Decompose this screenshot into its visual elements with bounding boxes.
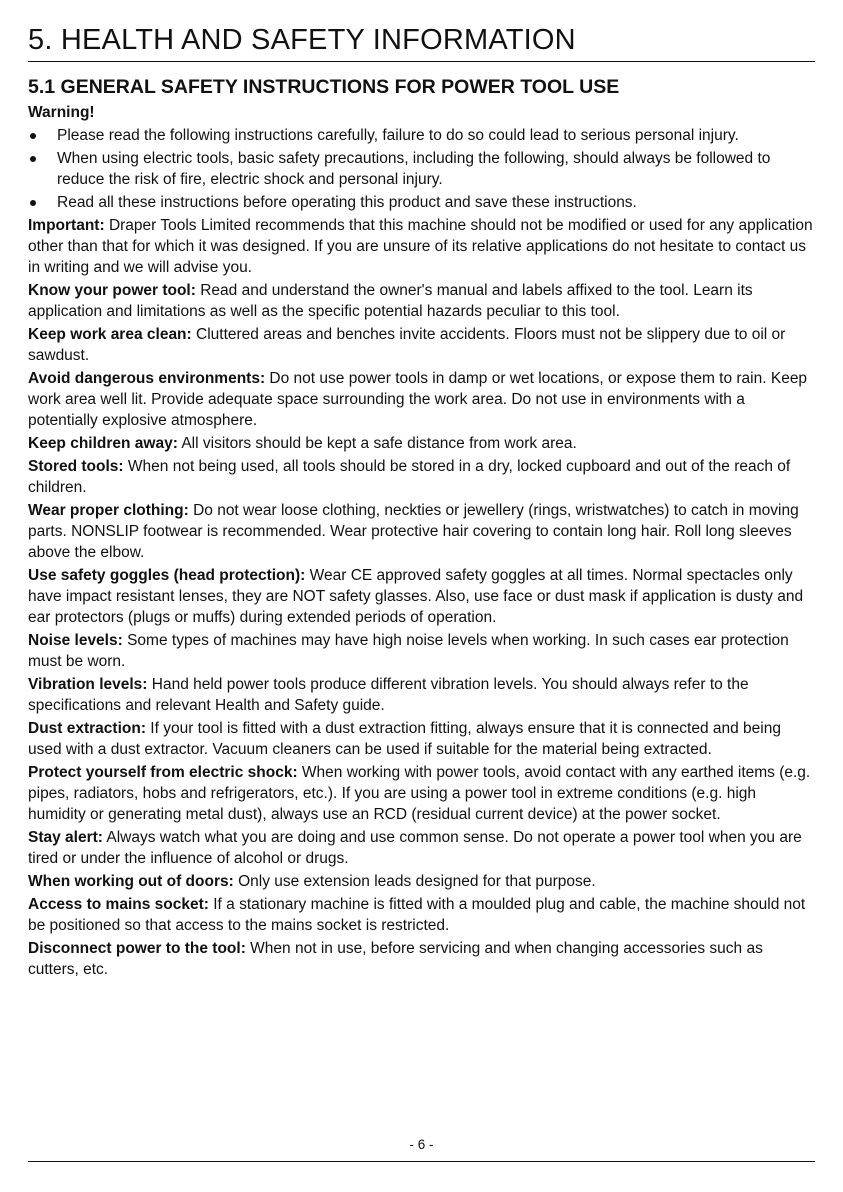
safety-instructions xyxy=(28,215,815,980)
instruction-text: All visitors should be kept a safe distance from work area. xyxy=(177,435,577,452)
bullet-dot-icon xyxy=(30,156,36,162)
warning-bullet-list xyxy=(28,125,815,213)
instruction-dust xyxy=(28,718,815,760)
instruction-environments xyxy=(28,368,815,431)
instruction-label: Wear proper clothing: xyxy=(28,502,189,519)
instruction-electric-shock xyxy=(28,762,815,825)
document-page xyxy=(28,0,815,1152)
instruction-stored-tools xyxy=(28,456,815,498)
instruction-label: Keep children away: xyxy=(28,435,178,452)
warning-label: Warning! xyxy=(28,104,95,121)
instruction-clothing xyxy=(28,500,815,563)
page-number: - 6 - xyxy=(409,1137,434,1152)
section-heading: 5.1 GENERAL SAFETY INSTRUCTIONS FOR POWER TOOL USE xyxy=(28,76,620,98)
instruction-important xyxy=(28,215,815,278)
instruction-label: When working out of doors: xyxy=(28,873,234,890)
instruction-text: Wear CE approved safety goggles at all times. Normal spectacles only have impact resistant lenses, they are NOT safety glasses. Also, use face or dust mask if application is dusty and ear protectors (plugs or muffs) during extended periods of operation. xyxy=(28,567,804,626)
footer-divider xyxy=(28,1161,815,1162)
instruction-label: Protect yourself from electric shock: xyxy=(28,764,298,781)
bullet-item xyxy=(28,125,815,146)
instruction-text: Do not wear loose clothing, neckties or jewellery (rings, wristwatches) to catch in moving parts. NONSLIP footwear is recommended. Wear protective hair covering to contain long hair. Roll long sleeves above the elbow. xyxy=(28,502,799,561)
instruction-text: Read and understand the owner's manual and labels affixed to the tool. Learn its application and limitations as well as the specific potential hazards peculiar to this tool. xyxy=(28,282,753,320)
instruction-text: If your tool is fitted with a dust extraction fitting, always ensure that it is connected and being used with a dust extractor. Vacuum cleaners can be used if suitable for the material being extracted. xyxy=(28,720,781,758)
bullet-dot-icon xyxy=(30,133,36,139)
instruction-text: Some types of machines may have high noise levels when working. In such cases ear protection must be worn. xyxy=(28,632,789,670)
instruction-label: Stay alert: xyxy=(28,829,103,846)
bullet-dot-icon xyxy=(30,200,36,206)
instruction-text: When working with power tools, avoid contact with any earthed items (e.g. pipes, radiators, hobs and refrigerators, etc.). If you are using a power tool in extreme conditions (e.g. high humidity or generating metal dust), always use an RCD (residual current device) at the power socket. xyxy=(28,764,811,823)
instruction-text: Draper Tools Limited recommends that this machine should not be modified or used for any application other than that for which it was designed. If you are unsure of its relative applications do not hesitate to contact us in writing and we will advise you. xyxy=(28,217,813,276)
instruction-mains-socket xyxy=(28,894,815,936)
instruction-text: Only use extension leads designed for that purpose. xyxy=(233,873,596,890)
instruction-label: Important: xyxy=(28,217,105,234)
instruction-know-tool xyxy=(28,280,815,322)
title-divider xyxy=(28,61,815,62)
instruction-work-area xyxy=(28,324,815,366)
instruction-goggles xyxy=(28,565,815,628)
instruction-label: Use safety goggles (head protection): xyxy=(28,567,306,584)
instruction-label: Avoid dangerous environments: xyxy=(28,370,266,387)
instruction-stay-alert xyxy=(28,827,815,869)
instruction-label: Keep work area clean: xyxy=(28,326,192,343)
instruction-out-of-doors xyxy=(28,871,815,892)
instruction-noise xyxy=(28,630,815,672)
instruction-text: If a stationary machine is fitted with a moulded plug and cable, the machine should not be positioned so that access to the mains socket is restricted. xyxy=(28,896,806,934)
instruction-label: Know your power tool: xyxy=(28,282,196,299)
instruction-label: Disconnect power to the tool: xyxy=(28,940,246,957)
instruction-label: Stored tools: xyxy=(28,458,124,475)
instruction-label: Access to mains socket: xyxy=(28,896,209,913)
instruction-text: When not being used, all tools should be stored in a dry, locked cupboard and out of the reach of children. xyxy=(28,458,791,496)
instruction-text: Always watch what you are doing and use common sense. Do not operate a power tool when you are tired or under the influence of alcohol or drugs. xyxy=(28,829,802,867)
instruction-label: Vibration levels: xyxy=(28,676,148,693)
instruction-disconnect xyxy=(28,938,815,980)
bullet-item xyxy=(28,192,815,213)
bullet-item xyxy=(28,148,815,190)
bullet-text: Please read the following instructions carefully, failure to do so could lead to serious personal injury. xyxy=(57,127,739,144)
bullet-text: When using electric tools, basic safety precautions, including the following, should always be followed to reduce the risk of fire, electric shock and personal injury. xyxy=(57,150,771,188)
instruction-text: Cluttered areas and benches invite accidents. Floors must not be slippery due to oil or sawdust. xyxy=(28,326,786,364)
page-title: 5. HEALTH AND SAFETY INFORMATION xyxy=(28,24,576,56)
bullet-text: Read all these instructions before operating this product and save these instructions. xyxy=(57,194,637,211)
instruction-label: Noise levels: xyxy=(28,632,123,649)
instruction-label: Dust extraction: xyxy=(28,720,146,737)
instruction-text: Hand held power tools produce different vibration levels. You should always refer to the specifications and relevant Health and Safety guide. xyxy=(28,676,749,714)
instruction-text: When not in use, before servicing and when changing accessories such as cutters, etc. xyxy=(28,940,763,978)
instruction-text: Do not use power tools in damp or wet locations, or expose them to rain. Keep work area well lit. Provide adequate space surrounding the work area. Do not use in environments with a potentially explosive atmosphere. xyxy=(28,370,808,429)
instruction-children xyxy=(28,433,815,454)
instruction-vibration xyxy=(28,674,815,716)
